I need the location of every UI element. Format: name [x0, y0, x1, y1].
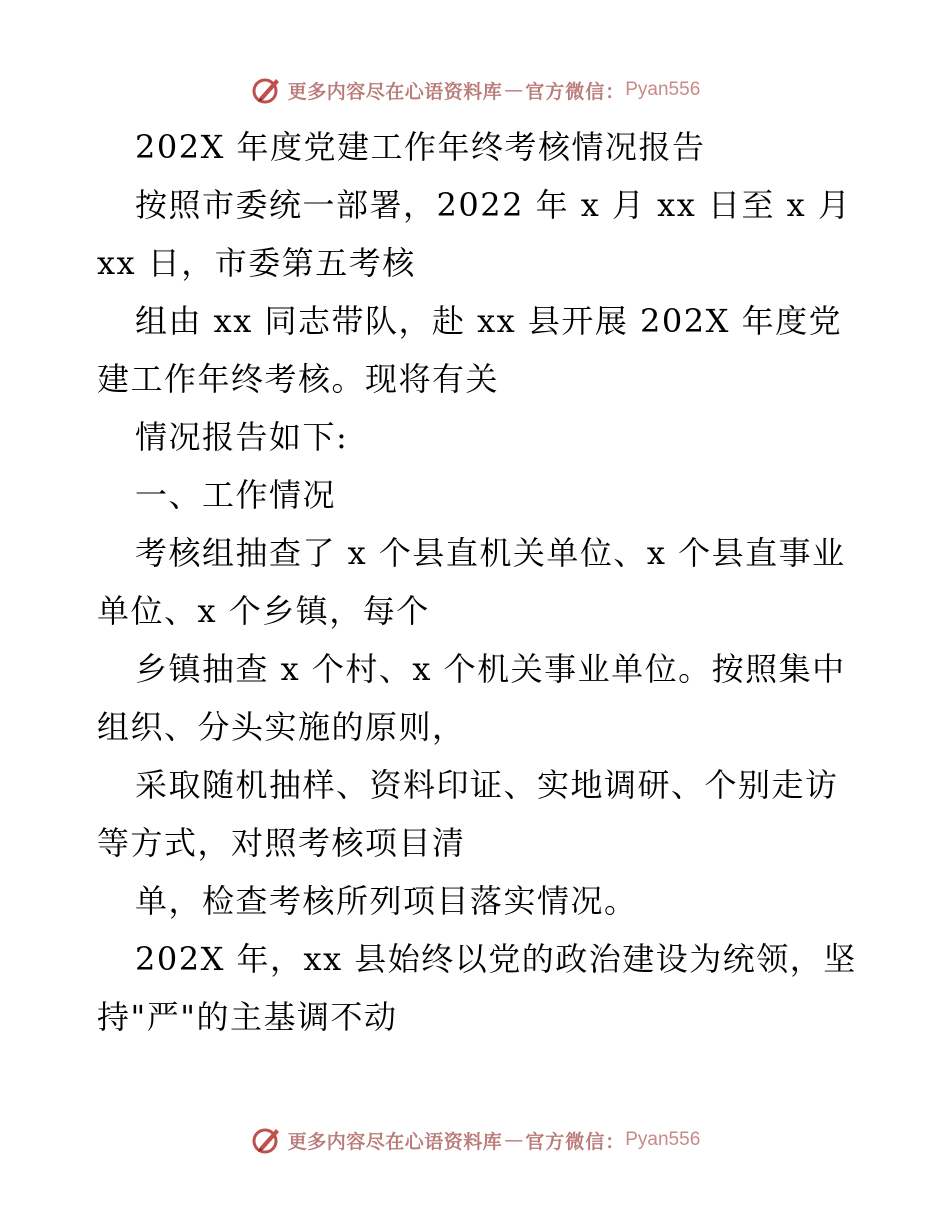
- pen-logo-icon: [250, 1123, 284, 1157]
- text-line: 持"严"的主基调不动: [97, 998, 398, 1036]
- banner-separator: —: [504, 1129, 524, 1151]
- text-line: 单，检查考核所列项目落实情况。: [135, 882, 638, 920]
- banner-wechat-label: 官方微信：: [525, 1130, 626, 1153]
- document-body: [97, 118, 857, 1046]
- pen-logo-icon: [250, 73, 284, 107]
- text-line: 考核组抽查了 x 个县直机关单位、x 个县直事业: [135, 534, 846, 572]
- text-line: 单位、x 个乡镇，每个: [97, 592, 430, 630]
- header-watermark-banner: [0, 70, 950, 110]
- text-line: xx 日，市委第五考核: [97, 244, 416, 282]
- text-line: 等方式，对照考核项目清: [97, 824, 466, 862]
- banner-separator: —: [504, 79, 524, 101]
- banner-wechat-id: Pyan556: [625, 1129, 701, 1150]
- text-line: 乡镇抽查 x 个村、x 个机关事业单位。按照集中: [135, 650, 846, 688]
- document-title: 202X 年度党建工作年终考核情况报告: [135, 128, 706, 166]
- text-line: 采取随机抽样、资料印证、实地调研、个别走访: [135, 766, 839, 804]
- text-line: 202X 年，xx 县始终以党的政治建设为统领，坚: [135, 940, 857, 978]
- banner-wechat-id: Pyan556: [625, 79, 701, 100]
- text-line: 建工作年终考核。现将有关: [97, 360, 500, 398]
- section-heading: 一、工作情况: [135, 476, 337, 514]
- footer-watermark-banner: [0, 1120, 950, 1160]
- text-line: 情况报告如下:: [135, 418, 349, 456]
- text-line: 组织、分头实施的原则，: [97, 708, 466, 746]
- banner-wechat-label: 官方微信：: [525, 80, 626, 103]
- text-line: 按照市委统一部署，2022 年 x 月 xx 日至 x 月: [135, 186, 852, 224]
- text-line: 组由 xx 同志带队，赴 xx 县开展 202X 年度党: [135, 302, 843, 340]
- banner-main-text: 更多内容尽在心语资料库: [287, 80, 503, 103]
- banner-main-text: 更多内容尽在心语资料库: [287, 1130, 503, 1153]
